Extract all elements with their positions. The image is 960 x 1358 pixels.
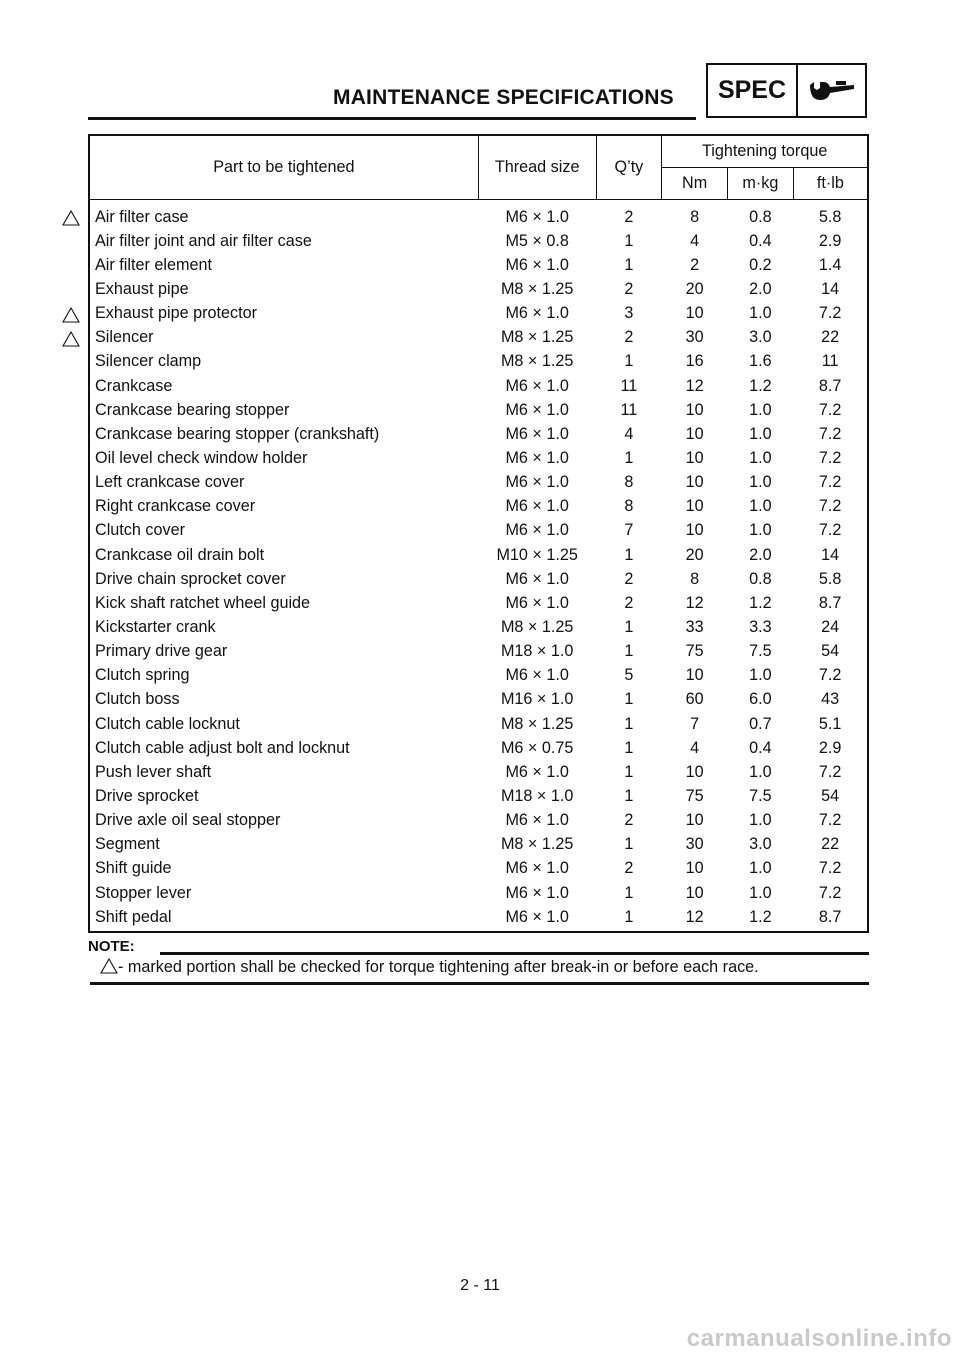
- cell-part: Exhaust pipe: [95, 279, 189, 298]
- cell-ftlb: 22: [821, 328, 840, 347]
- cell-ftlb: 7.2: [818, 497, 842, 516]
- table-row: [89, 905, 868, 932]
- cell-part: Clutch spring: [95, 666, 190, 685]
- page-title: MAINTENANCE SPECIFICATIONS: [333, 86, 674, 109]
- table-row: [89, 784, 868, 808]
- cell-part: Kickstarter crank: [95, 617, 216, 636]
- cell-part: Shift pedal: [95, 907, 172, 926]
- cell-nm: 10: [685, 521, 704, 540]
- cell-nm: 10: [685, 883, 704, 902]
- header-thread: Thread size: [478, 135, 596, 200]
- cell-mkg: 0.7: [749, 714, 772, 733]
- cell-nm: 8: [690, 569, 700, 588]
- cell-ftlb: 2.9: [818, 231, 842, 250]
- cell-part: Left crankcase cover: [95, 473, 245, 492]
- cell-mkg: 1.0: [749, 473, 772, 492]
- table-row: [89, 664, 868, 688]
- table-row: [89, 688, 868, 712]
- table-row: [89, 495, 868, 519]
- cell-qty: 2: [624, 593, 634, 612]
- cell-thread: M6 × 1.0: [505, 666, 569, 685]
- cell-part: Crankcase bearing stopper (crankshaft): [95, 424, 380, 443]
- header-ftlb: ft·lb: [793, 168, 868, 200]
- table-row: [89, 640, 868, 664]
- cell-nm: 12: [685, 907, 704, 926]
- table-row: [89, 833, 868, 857]
- cell-nm: 75: [685, 786, 704, 805]
- cell-mkg: 1.0: [749, 666, 772, 685]
- table-row: [89, 277, 868, 301]
- cell-ftlb: 7.2: [818, 883, 842, 902]
- cell-thread: M6 × 1.0: [505, 473, 569, 492]
- cell-qty: 3: [624, 304, 634, 323]
- cell-qty: 2: [624, 811, 634, 830]
- cell-qty: 5: [624, 666, 634, 685]
- cell-thread: M6 × 1.0: [505, 255, 569, 274]
- cell-qty: 1: [624, 835, 634, 854]
- table-row: [89, 519, 868, 543]
- cell-mkg: 1.0: [749, 859, 772, 878]
- header-nm: Nm: [662, 168, 728, 200]
- table-row: [89, 809, 868, 833]
- header-part: Part to be tightened: [89, 135, 478, 200]
- cell-nm: 10: [685, 859, 704, 878]
- table-row: [89, 857, 868, 881]
- cell-ftlb: 7.2: [818, 424, 842, 443]
- cell-thread: M18 × 1.0: [500, 786, 574, 805]
- cell-thread: M5 × 0.8: [505, 231, 569, 250]
- cell-nm: 10: [685, 666, 704, 685]
- cell-mkg: 1.0: [749, 521, 772, 540]
- cell-part: Stopper lever: [95, 883, 192, 902]
- cell-mkg: 1.0: [749, 883, 772, 902]
- table-row: [89, 881, 868, 905]
- cell-ftlb: 54: [821, 786, 840, 805]
- cell-part: Primary drive gear: [95, 642, 228, 661]
- cell-qty: 11: [620, 376, 638, 395]
- cell-thread: M6 × 1.0: [505, 497, 569, 516]
- cell-mkg: 1.0: [749, 811, 772, 830]
- cell-nm: 10: [685, 762, 704, 781]
- cell-thread: M6 × 1.0: [505, 448, 569, 467]
- cell-thread: M6 × 1.0: [505, 400, 569, 419]
- cell-mkg: 2.0: [749, 545, 772, 564]
- table-row: [89, 350, 868, 374]
- wrench-icon: [798, 65, 865, 116]
- table-row: [89, 374, 868, 398]
- table-body: [89, 200, 868, 933]
- cell-qty: 2: [624, 569, 634, 588]
- cell-qty: 1: [624, 714, 634, 733]
- cell-qty: 2: [624, 207, 634, 226]
- cell-thread: M6 × 1.0: [505, 593, 569, 612]
- cell-mkg: 6.0: [749, 690, 772, 709]
- cell-ftlb: 5.8: [818, 569, 842, 588]
- page-number: 2 - 11: [460, 1277, 500, 1294]
- cell-mkg: 1.0: [749, 304, 772, 323]
- table-row: [89, 471, 868, 495]
- triangle-mark-icon: [62, 307, 80, 323]
- cell-nm: 10: [685, 304, 704, 323]
- cell-part: Drive axle oil seal stopper: [95, 811, 281, 830]
- triangle-mark-icon: [62, 210, 80, 226]
- cell-nm: 12: [685, 593, 704, 612]
- cell-ftlb: 5.8: [818, 207, 842, 226]
- cell-ftlb: 7.2: [818, 762, 842, 781]
- header-mkg: m·kg: [727, 168, 793, 200]
- cell-thread: M6 × 0.75: [500, 738, 574, 757]
- cell-nm: 60: [685, 690, 704, 709]
- cell-qty: 1: [624, 545, 634, 564]
- cell-part: Kick shaft ratchet wheel guide: [95, 593, 311, 612]
- cell-nm: 10: [685, 424, 704, 443]
- cell-thread: M6 × 1.0: [505, 569, 569, 588]
- cell-mkg: 1.6: [749, 352, 772, 371]
- cell-qty: 1: [624, 617, 634, 636]
- cell-part: Silencer clamp: [95, 352, 202, 371]
- cell-part: Exhaust pipe protector: [95, 304, 257, 323]
- table-row: [89, 398, 868, 422]
- cell-mkg: 2.0: [749, 279, 772, 298]
- table-row: [89, 567, 868, 591]
- cell-thread: M6 × 1.0: [505, 811, 569, 830]
- table-row: [89, 302, 868, 326]
- cell-ftlb: 2.9: [818, 738, 842, 757]
- cell-nm: 8: [690, 207, 700, 226]
- cell-thread: M8 × 1.25: [500, 328, 574, 347]
- cell-part: Crankcase oil drain bolt: [95, 545, 265, 564]
- cell-qty: 8: [624, 497, 634, 516]
- cell-nm: 7: [690, 714, 700, 733]
- cell-part: Air filter joint and air filter case: [95, 231, 312, 250]
- spec-badge-label: SPEC: [708, 65, 798, 116]
- cell-nm: 30: [685, 835, 704, 854]
- cell-ftlb: 7.2: [818, 304, 842, 323]
- cell-part: Drive sprocket: [95, 786, 199, 805]
- cell-ftlb: 7.2: [818, 811, 842, 830]
- cell-qty: 1: [624, 738, 634, 757]
- cell-mkg: 0.4: [749, 738, 772, 757]
- cell-thread: M8 × 1.25: [500, 617, 574, 636]
- cell-qty: 7: [624, 521, 634, 540]
- cell-part: Clutch cable adjust bolt and locknut: [95, 738, 350, 757]
- cell-mkg: 0.8: [749, 207, 772, 226]
- cell-mkg: 7.5: [749, 786, 772, 805]
- cell-qty: 1: [624, 883, 634, 902]
- cell-thread: M6 × 1.0: [505, 762, 569, 781]
- cell-nm: 10: [685, 497, 704, 516]
- cell-qty: 4: [624, 424, 634, 443]
- cell-mkg: 1.2: [749, 376, 772, 395]
- cell-mkg: 3.0: [749, 328, 772, 347]
- cell-mkg: 3.0: [749, 835, 772, 854]
- note-label: NOTE:: [88, 938, 135, 955]
- cell-nm: 75: [685, 642, 704, 661]
- cell-thread: M10 × 1.25: [496, 545, 578, 564]
- header-torque: Tightening torque: [662, 135, 868, 168]
- cell-qty: 2: [624, 859, 634, 878]
- cell-mkg: 1.0: [749, 424, 772, 443]
- cell-thread: M8 × 1.25: [500, 279, 574, 298]
- table-row: [89, 200, 868, 230]
- cell-part: Silencer: [95, 328, 154, 347]
- cell-part: Air filter element: [95, 255, 212, 274]
- cell-ftlb: 11: [821, 352, 839, 371]
- cell-part: Air filter case: [95, 207, 189, 226]
- cell-thread: M6 × 1.0: [505, 883, 569, 902]
- cell-qty: 2: [624, 328, 634, 347]
- cell-thread: M6 × 1.0: [505, 304, 569, 323]
- cell-thread: M16 × 1.0: [500, 690, 574, 709]
- cell-thread: M6 × 1.0: [505, 907, 569, 926]
- cell-nm: 20: [685, 279, 704, 298]
- table-row: [89, 543, 868, 567]
- note-rule-bottom: [90, 982, 869, 985]
- cell-part: Clutch boss: [95, 690, 180, 709]
- triangle-mark-icon: [62, 331, 80, 347]
- cell-thread: M8 × 1.25: [500, 835, 574, 854]
- cell-mkg: 1.2: [749, 593, 772, 612]
- table-row: [89, 760, 868, 784]
- cell-nm: 20: [685, 545, 704, 564]
- cell-mkg: 7.5: [749, 642, 772, 661]
- cell-thread: M8 × 1.25: [500, 714, 574, 733]
- cell-ftlb: 43: [821, 690, 840, 709]
- cell-mkg: 1.0: [749, 762, 772, 781]
- cell-thread: M6 × 1.0: [505, 859, 569, 878]
- cell-thread: M18 × 1.0: [500, 642, 574, 661]
- note-rule: [160, 952, 869, 955]
- cell-qty: 1: [624, 255, 634, 274]
- cell-qty: 1: [624, 231, 634, 250]
- cell-ftlb: 7.2: [818, 859, 842, 878]
- cell-ftlb: 8.7: [818, 376, 842, 395]
- header-qty: Q’ty: [596, 135, 662, 200]
- table-row: [89, 446, 868, 470]
- cell-thread: M6 × 1.0: [505, 424, 569, 443]
- cell-ftlb: 7.2: [818, 666, 842, 685]
- cell-mkg: 1.0: [749, 497, 772, 516]
- table-row: [89, 253, 868, 277]
- cell-mkg: 3.3: [749, 617, 772, 636]
- table-row: [89, 422, 868, 446]
- note-text: - marked portion shall be checked for torque tightening after break-in or before each race.: [118, 958, 759, 976]
- cell-mkg: 0.2: [749, 255, 772, 274]
- cell-qty: 1: [624, 690, 634, 709]
- cell-part: Crankcase: [95, 376, 173, 395]
- cell-ftlb: 8.7: [818, 907, 842, 926]
- cell-qty: 1: [624, 762, 634, 781]
- cell-part: Clutch cable locknut: [95, 714, 240, 733]
- cell-ftlb: 7.2: [818, 448, 842, 467]
- table-row: [89, 712, 868, 736]
- cell-nm: 2: [690, 255, 700, 274]
- cell-mkg: 0.4: [749, 231, 772, 250]
- cell-nm: 16: [685, 352, 704, 371]
- cell-part: Right crankcase cover: [95, 497, 256, 516]
- cell-qty: 1: [624, 642, 634, 661]
- cell-qty: 1: [624, 352, 634, 371]
- cell-mkg: 1.2: [749, 907, 772, 926]
- cell-thread: M6 × 1.0: [505, 376, 569, 395]
- cell-part: Push lever shaft: [95, 762, 212, 781]
- cell-qty: 1: [624, 786, 634, 805]
- cell-ftlb: 8.7: [818, 593, 842, 612]
- cell-ftlb: 7.2: [818, 400, 842, 419]
- cell-ftlb: 14: [821, 545, 840, 564]
- cell-ftlb: 1.4: [818, 255, 842, 274]
- triangle-mark-icon: [100, 958, 118, 974]
- cell-part: Shift guide: [95, 859, 172, 878]
- cell-qty: 1: [624, 448, 634, 467]
- cell-mkg: 1.0: [749, 448, 772, 467]
- cell-ftlb: 24: [821, 617, 840, 636]
- cell-mkg: 1.0: [749, 400, 772, 419]
- cell-ftlb: 54: [821, 642, 840, 661]
- cell-part: Drive chain sprocket cover: [95, 569, 286, 588]
- cell-nm: 4: [690, 231, 700, 250]
- cell-part: Clutch cover: [95, 521, 185, 540]
- table-row: [89, 326, 868, 350]
- cell-part: Oil level check window holder: [95, 448, 308, 467]
- cell-nm: 10: [685, 448, 704, 467]
- cell-mkg: 0.8: [749, 569, 772, 588]
- cell-nm: 10: [685, 811, 704, 830]
- cell-thread: M6 × 1.0: [505, 207, 569, 226]
- cell-ftlb: 5.1: [818, 714, 842, 733]
- cell-qty: 1: [624, 907, 634, 926]
- torque-table: [88, 134, 869, 933]
- cell-thread: M6 × 1.0: [505, 521, 569, 540]
- cell-ftlb: 7.2: [818, 521, 842, 540]
- table-row: [89, 591, 868, 615]
- watermark: carmanualsonline.info: [686, 1325, 952, 1352]
- cell-part: Crankcase bearing stopper: [95, 400, 290, 419]
- table-row: [89, 615, 868, 639]
- cell-nm: 12: [685, 376, 704, 395]
- table-row: [89, 736, 868, 760]
- spec-badge: [706, 63, 867, 118]
- cell-nm: 10: [685, 473, 704, 492]
- cell-qty: 11: [620, 400, 638, 419]
- cell-nm: 30: [685, 328, 704, 347]
- cell-nm: 10: [685, 400, 704, 419]
- cell-part: Segment: [95, 835, 160, 854]
- cell-thread: M8 × 1.25: [500, 352, 574, 371]
- cell-qty: 8: [624, 473, 634, 492]
- cell-ftlb: 14: [821, 279, 840, 298]
- table-row: [89, 229, 868, 253]
- header-rule: [88, 117, 696, 120]
- cell-ftlb: 22: [821, 835, 840, 854]
- cell-nm: 33: [685, 617, 704, 636]
- cell-nm: 4: [690, 738, 700, 757]
- cell-ftlb: 7.2: [818, 473, 842, 492]
- cell-qty: 2: [624, 279, 634, 298]
